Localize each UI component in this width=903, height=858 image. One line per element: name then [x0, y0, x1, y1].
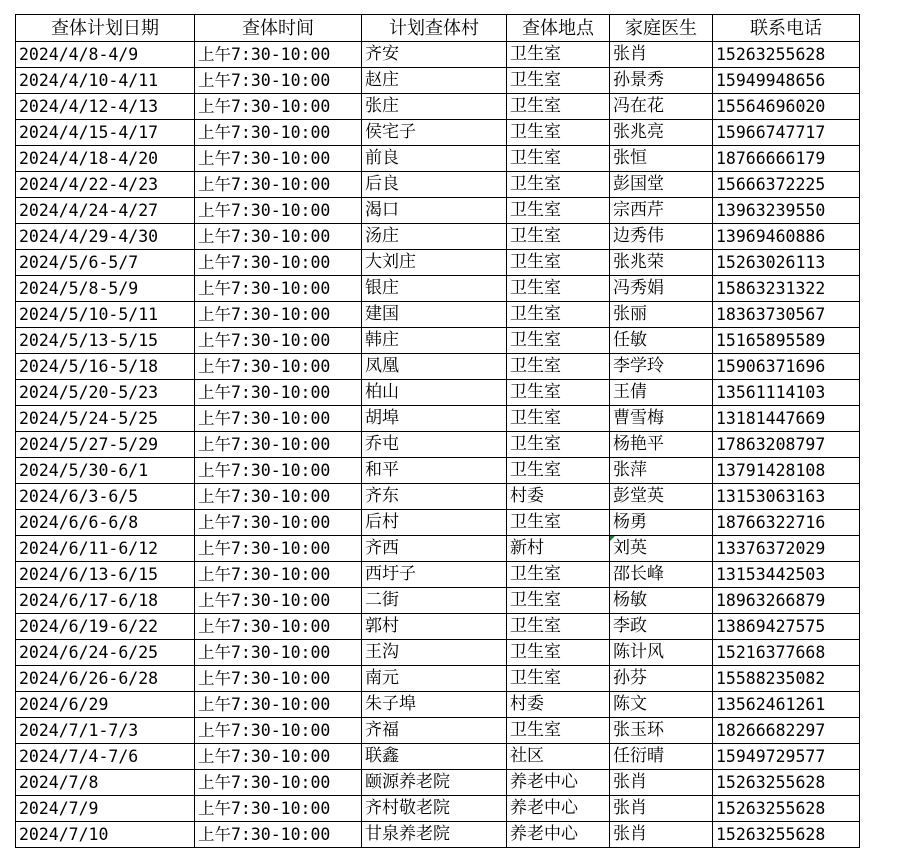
cell-village[interactable]: 胡埠 [362, 406, 507, 432]
cell-time[interactable]: 上午7:30-10:00 [195, 536, 362, 562]
cell-village[interactable]: 二街 [362, 588, 507, 614]
cell-date[interactable]: 2024/6/6-6/8 [16, 510, 195, 536]
cell-village[interactable]: 后村 [362, 510, 507, 536]
table-row [16, 458, 860, 484]
cell-location[interactable]: 卫生室 [507, 354, 610, 380]
table-row [16, 354, 860, 380]
cell-date[interactable]: 2024/5/13-5/15 [16, 328, 195, 354]
cell-location[interactable]: 卫生室 [507, 380, 610, 406]
cell-time[interactable]: 上午7:30-10:00 [195, 328, 362, 354]
cell-date[interactable]: 2024/5/10-5/11 [16, 302, 195, 328]
cell-time[interactable]: 上午7:30-10:00 [195, 614, 362, 640]
cell-village[interactable]: 侯宅子 [362, 120, 507, 146]
cell-phone[interactable]: 18766666179 [713, 146, 860, 172]
cell-village[interactable]: 和平 [362, 458, 507, 484]
table-row [16, 276, 860, 302]
cell-doctor[interactable]: 任敏 [610, 328, 713, 354]
cell-village[interactable]: 甘泉养老院 [362, 822, 507, 848]
cell-date[interactable]: 2024/4/12-4/13 [16, 94, 195, 120]
cell-date[interactable]: 2024/6/24-6/25 [16, 640, 195, 666]
cell-phone[interactable]: 15263255628 [713, 796, 860, 822]
cell-doctor[interactable]: 张肖 [610, 796, 713, 822]
cell-location[interactable]: 卫生室 [507, 68, 610, 94]
table-row [16, 224, 860, 250]
cell-date[interactable]: 2024/5/24-5/25 [16, 406, 195, 432]
cell-location[interactable]: 卫生室 [507, 328, 610, 354]
cell-location[interactable]: 养老中心 [507, 796, 610, 822]
cell-date[interactable]: 2024/4/22-4/23 [16, 172, 195, 198]
cell-phone[interactable]: 15263255628 [713, 822, 860, 848]
cell-time[interactable]: 上午7:30-10:00 [195, 302, 362, 328]
table-row [16, 510, 860, 536]
header-cell-time[interactable]: 查体时间 [195, 15, 362, 42]
cell-location[interactable]: 新村 [507, 536, 610, 562]
cell-time[interactable]: 上午7:30-10:00 [195, 562, 362, 588]
cell-location[interactable]: 养老中心 [507, 822, 610, 848]
cell-doctor[interactable]: 杨敏 [610, 588, 713, 614]
cell-village[interactable]: 韩庄 [362, 328, 507, 354]
cell-location[interactable]: 卫生室 [507, 432, 610, 458]
cell-phone[interactable]: 18963266879 [713, 588, 860, 614]
cell-village[interactable]: 赵庄 [362, 68, 507, 94]
cell-location[interactable]: 村委 [507, 484, 610, 510]
cell-doctor[interactable]: 彭堂英 [610, 484, 713, 510]
cell-village[interactable]: 联鑫 [362, 744, 507, 770]
cell-phone[interactable]: 15906371696 [713, 354, 860, 380]
cell-time[interactable]: 上午7:30-10:00 [195, 224, 362, 250]
cell-doctor[interactable]: 宗西芹 [610, 198, 713, 224]
table-row [16, 614, 860, 640]
header-row [16, 15, 860, 42]
cell-phone[interactable]: 17863208797 [713, 432, 860, 458]
cell-time[interactable]: 上午7:30-10:00 [195, 484, 362, 510]
cell-time[interactable]: 上午7:30-10:00 [195, 458, 362, 484]
cell-location[interactable]: 养老中心 [507, 770, 610, 796]
cell-phone[interactable]: 13376372029 [713, 536, 860, 562]
cell-phone[interactable]: 13181447669 [713, 406, 860, 432]
cell-doctor[interactable]: 张肖 [610, 42, 713, 68]
cell-doctor[interactable]: 李政 [610, 614, 713, 640]
cell-location[interactable]: 卫生室 [507, 198, 610, 224]
cell-time[interactable]: 上午7:30-10:00 [195, 146, 362, 172]
cell-village[interactable]: 凤凰 [362, 354, 507, 380]
cell-doctor[interactable]: 任衍晴 [610, 744, 713, 770]
cell-time[interactable]: 上午7:30-10:00 [195, 770, 362, 796]
cell-phone[interactable]: 18363730567 [713, 302, 860, 328]
cell-village[interactable]: 汤庄 [362, 224, 507, 250]
cell-village[interactable]: 郭村 [362, 614, 507, 640]
cell-doctor[interactable]: 刘英 [610, 536, 713, 562]
cell-location[interactable]: 卫生室 [507, 640, 610, 666]
cell-village[interactable]: 银庄 [362, 276, 507, 302]
cell-phone[interactable]: 13969460886 [713, 224, 860, 250]
cell-village[interactable]: 南元 [362, 666, 507, 692]
table-row [16, 198, 860, 224]
cell-location[interactable]: 村委 [507, 692, 610, 718]
cell-time[interactable]: 上午7:30-10:00 [195, 94, 362, 120]
cell-doctor[interactable]: 李学玲 [610, 354, 713, 380]
cell-date[interactable]: 2024/5/6-5/7 [16, 250, 195, 276]
cell-location[interactable]: 卫生室 [507, 224, 610, 250]
comment-indicator-icon[interactable] [610, 536, 615, 541]
cell-time[interactable]: 上午7:30-10:00 [195, 354, 362, 380]
cell-date[interactable]: 2024/7/10 [16, 822, 195, 848]
cell-village[interactable]: 颐源养老院 [362, 770, 507, 796]
cell-doctor[interactable]: 杨艳平 [610, 432, 713, 458]
header-cell-doctor[interactable]: 家庭医生 [610, 15, 713, 42]
cell-phone[interactable]: 15666372225 [713, 172, 860, 198]
cell-phone[interactable]: 13153063163 [713, 484, 860, 510]
cell-location[interactable]: 卫生室 [507, 172, 610, 198]
cell-time[interactable]: 上午7:30-10:00 [195, 120, 362, 146]
cell-date[interactable]: 2024/6/26-6/28 [16, 666, 195, 692]
cell-time[interactable]: 上午7:30-10:00 [195, 172, 362, 198]
cell-location[interactable]: 卫生室 [507, 562, 610, 588]
cell-location[interactable]: 卫生室 [507, 42, 610, 68]
cell-date[interactable]: 2024/6/19-6/22 [16, 614, 195, 640]
table-row [16, 640, 860, 666]
cell-doctor[interactable]: 陈文 [610, 692, 713, 718]
cell-village[interactable]: 齐东 [362, 484, 507, 510]
cell-phone[interactable]: 15263255628 [713, 770, 860, 796]
table-row [16, 94, 860, 120]
cell-date[interactable]: 2024/6/17-6/18 [16, 588, 195, 614]
table-row [16, 666, 860, 692]
schedule-table [15, 14, 860, 848]
cell-date[interactable]: 2024/6/11-6/12 [16, 536, 195, 562]
cell-doctor[interactable]: 张丽 [610, 302, 713, 328]
cell-phone[interactable]: 18266682297 [713, 718, 860, 744]
cell-doctor[interactable]: 张兆荣 [610, 250, 713, 276]
header-cell-phone[interactable]: 联系电话 [713, 15, 860, 42]
cell-date[interactable]: 2024/5/27-5/29 [16, 432, 195, 458]
table-row [16, 250, 860, 276]
cell-date[interactable]: 2024/4/8-4/9 [16, 42, 195, 68]
cell-location[interactable]: 卫生室 [507, 250, 610, 276]
cell-date[interactable]: 2024/4/15-4/17 [16, 120, 195, 146]
cell-village[interactable]: 王沟 [362, 640, 507, 666]
cell-phone[interactable]: 15966747717 [713, 120, 860, 146]
cell-location[interactable]: 卫生室 [507, 146, 610, 172]
cell-phone[interactable]: 18766322716 [713, 510, 860, 536]
cell-doctor[interactable]: 张萍 [610, 458, 713, 484]
cell-date[interactable]: 2024/5/16-5/18 [16, 354, 195, 380]
cell-phone[interactable]: 13561114103 [713, 380, 860, 406]
cell-doctor[interactable]: 陈计风 [610, 640, 713, 666]
cell-doctor[interactable]: 冯在花 [610, 94, 713, 120]
table-row [16, 302, 860, 328]
cell-date[interactable]: 2024/5/8-5/9 [16, 276, 195, 302]
cell-date[interactable]: 2024/6/29 [16, 692, 195, 718]
cell-location[interactable]: 卫生室 [507, 302, 610, 328]
cell-phone[interactable]: 15863231322 [713, 276, 860, 302]
cell-doctor[interactable]: 张玉环 [610, 718, 713, 744]
cell-phone[interactable]: 15165895589 [713, 328, 860, 354]
cell-time[interactable]: 上午7:30-10:00 [195, 640, 362, 666]
cell-doctor[interactable]: 张兆亮 [610, 120, 713, 146]
cell-doctor[interactable]: 王倩 [610, 380, 713, 406]
table-row [16, 536, 860, 562]
cell-date[interactable]: 2024/6/13-6/15 [16, 562, 195, 588]
cell-time[interactable]: 上午7:30-10:00 [195, 276, 362, 302]
cell-time[interactable]: 上午7:30-10:00 [195, 432, 362, 458]
cell-time[interactable]: 上午7:30-10:00 [195, 822, 362, 848]
cell-village[interactable]: 齐福 [362, 718, 507, 744]
table-row [16, 822, 860, 848]
cell-doctor[interactable]: 孙景秀 [610, 68, 713, 94]
cell-date[interactable]: 2024/7/1-7/3 [16, 718, 195, 744]
cell-location[interactable]: 卫生室 [507, 406, 610, 432]
cell-time[interactable]: 上午7:30-10:00 [195, 692, 362, 718]
cell-doctor[interactable]: 杨勇 [610, 510, 713, 536]
cell-location[interactable]: 卫生室 [507, 666, 610, 692]
cell-village[interactable]: 渴口 [362, 198, 507, 224]
cell-date[interactable]: 2024/7/4-7/6 [16, 744, 195, 770]
cell-date[interactable]: 2024/4/18-4/20 [16, 146, 195, 172]
cell-village[interactable]: 大刘庄 [362, 250, 507, 276]
table-row [16, 172, 860, 198]
cell-village[interactable]: 西圩子 [362, 562, 507, 588]
header-cell-village[interactable]: 计划查体村 [362, 15, 507, 42]
cell-doctor[interactable]: 张恒 [610, 146, 713, 172]
table-row [16, 744, 860, 770]
cell-village[interactable]: 后良 [362, 172, 507, 198]
cell-doctor[interactable]: 曹雪梅 [610, 406, 713, 432]
cell-date[interactable]: 2024/7/9 [16, 796, 195, 822]
cell-date[interactable]: 2024/5/20-5/23 [16, 380, 195, 406]
cell-phone[interactable]: 13869427575 [713, 614, 860, 640]
header-cell-date[interactable]: 查体计划日期 [16, 15, 195, 42]
cell-village[interactable]: 建国 [362, 302, 507, 328]
table-row [16, 588, 860, 614]
cell-location[interactable]: 卫生室 [507, 718, 610, 744]
cell-village[interactable]: 齐村敬老院 [362, 796, 507, 822]
cell-phone[interactable]: 15949948656 [713, 68, 860, 94]
table-row [16, 562, 860, 588]
table-row [16, 796, 860, 822]
cell-time[interactable]: 上午7:30-10:00 [195, 796, 362, 822]
cell-time[interactable]: 上午7:30-10:00 [195, 198, 362, 224]
cell-phone[interactable]: 13153442503 [713, 562, 860, 588]
cell-phone[interactable]: 15564696020 [713, 94, 860, 120]
cell-doctor[interactable]: 彭国堂 [610, 172, 713, 198]
cell-phone[interactable]: 15216377668 [713, 640, 860, 666]
cell-time[interactable]: 上午7:30-10:00 [195, 666, 362, 692]
cell-location[interactable]: 卫生室 [507, 94, 610, 120]
cell-location[interactable]: 卫生室 [507, 458, 610, 484]
table-row [16, 68, 860, 94]
cell-time[interactable]: 上午7:30-10:00 [195, 744, 362, 770]
cell-village[interactable]: 柏山 [362, 380, 507, 406]
cell-time[interactable]: 上午7:30-10:00 [195, 42, 362, 68]
table-row [16, 692, 860, 718]
cell-date[interactable]: 2024/4/29-4/30 [16, 224, 195, 250]
cell-date[interactable]: 2024/5/30-6/1 [16, 458, 195, 484]
table-row [16, 328, 860, 354]
cell-date[interactable]: 2024/7/8 [16, 770, 195, 796]
cell-date[interactable]: 2024/4/24-4/27 [16, 198, 195, 224]
cell-village[interactable]: 乔屯 [362, 432, 507, 458]
cell-phone[interactable]: 13963239550 [713, 198, 860, 224]
cell-time[interactable]: 上午7:30-10:00 [195, 510, 362, 536]
table-row [16, 120, 860, 146]
cell-time[interactable]: 上午7:30-10:00 [195, 718, 362, 744]
cell-village[interactable]: 张庄 [362, 94, 507, 120]
cell-village[interactable]: 齐西 [362, 536, 507, 562]
cell-doctor[interactable]: 孙芬 [610, 666, 713, 692]
cell-phone[interactable]: 15949729577 [713, 744, 860, 770]
table-row [16, 42, 860, 68]
cell-location[interactable]: 卫生室 [507, 120, 610, 146]
cell-location[interactable]: 卫生室 [507, 510, 610, 536]
cell-time[interactable]: 上午7:30-10:00 [195, 380, 362, 406]
table-row [16, 718, 860, 744]
table-row [16, 484, 860, 510]
cell-doctor[interactable]: 冯秀娟 [610, 276, 713, 302]
cell-village[interactable]: 朱子埠 [362, 692, 507, 718]
cell-village[interactable]: 前良 [362, 146, 507, 172]
table-row [16, 146, 860, 172]
cell-village[interactable]: 齐安 [362, 42, 507, 68]
cell-time[interactable]: 上午7:30-10:00 [195, 250, 362, 276]
cell-phone[interactable]: 13791428108 [713, 458, 860, 484]
cell-location[interactable]: 卫生室 [507, 588, 610, 614]
cell-location[interactable]: 卫生室 [507, 614, 610, 640]
header-cell-location[interactable]: 查体地点 [507, 15, 610, 42]
table-row [16, 380, 860, 406]
cell-doctor[interactable]: 张肖 [610, 770, 713, 796]
table-row [16, 432, 860, 458]
cell-phone[interactable]: 15263026113 [713, 250, 860, 276]
cell-time[interactable]: 上午7:30-10:00 [195, 588, 362, 614]
cell-time[interactable]: 上午7:30-10:00 [195, 406, 362, 432]
cell-time[interactable]: 上午7:30-10:00 [195, 68, 362, 94]
cell-phone[interactable]: 13562461261 [713, 692, 860, 718]
cell-phone[interactable]: 15263255628 [713, 42, 860, 68]
cell-location[interactable]: 社区 [507, 744, 610, 770]
table-row [16, 770, 860, 796]
cell-date[interactable]: 2024/6/3-6/5 [16, 484, 195, 510]
cell-date[interactable]: 2024/4/10-4/11 [16, 68, 195, 94]
cell-doctor[interactable]: 边秀伟 [610, 224, 713, 250]
cell-doctor[interactable]: 张肖 [610, 822, 713, 848]
cell-phone[interactable]: 15588235082 [713, 666, 860, 692]
table-row [16, 406, 860, 432]
cell-location[interactable]: 卫生室 [507, 276, 610, 302]
cell-doctor[interactable]: 邵长峰 [610, 562, 713, 588]
